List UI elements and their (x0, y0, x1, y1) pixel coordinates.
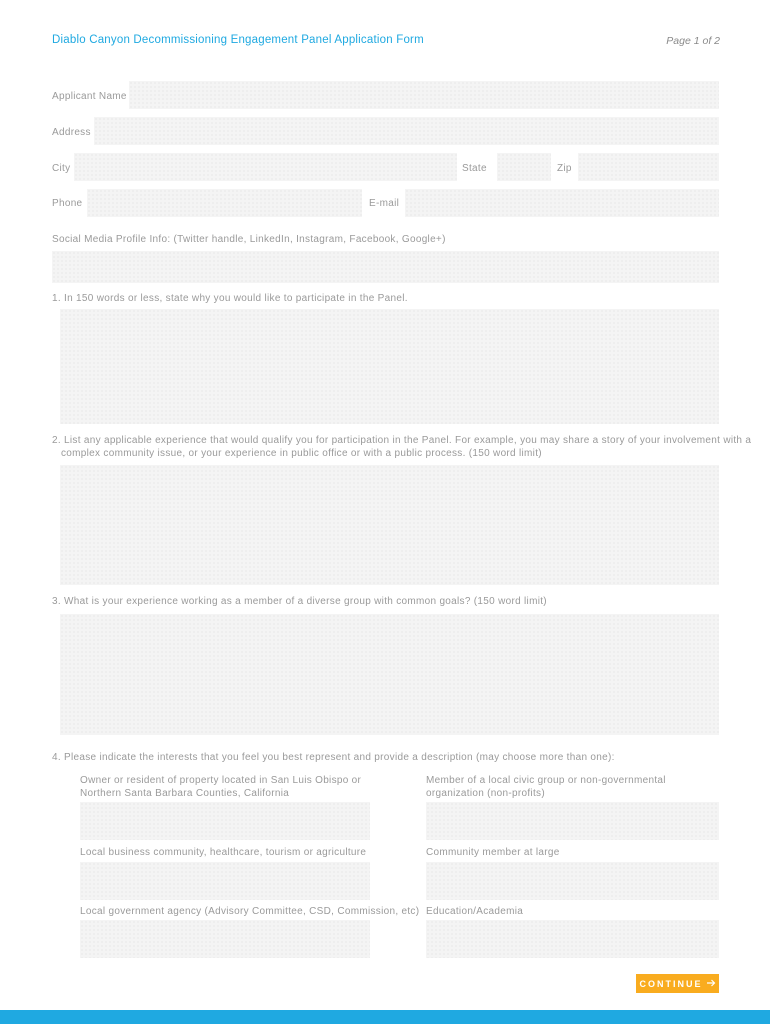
applicant-name-label: Applicant Name (52, 91, 127, 102)
arrow-right-icon (707, 979, 716, 989)
email-label: E-mail (369, 198, 400, 209)
page-number: Page 1 of 2 (666, 35, 720, 47)
applicant-name-input[interactable] (129, 81, 719, 109)
question-3-textarea[interactable] (60, 614, 719, 735)
social-media-input[interactable] (52, 251, 719, 283)
interest-owner-label-line1: Owner or resident of property located in San Luis Obispo or (80, 775, 362, 786)
interest-civic-textarea[interactable] (426, 802, 719, 840)
interest-community-textarea[interactable] (426, 862, 719, 900)
interest-government-label: Local government agency (Advisory Committee, CSD, Commission, etc) (80, 906, 420, 917)
form-title: Diablo Canyon Decommissioning Engagement Panel Application Form (52, 34, 424, 46)
interest-owner-label-line2: Northern Santa Barbara Counties, California (80, 788, 290, 799)
phone-input[interactable] (87, 189, 362, 217)
zip-label: Zip (557, 163, 572, 174)
question-2-textarea[interactable] (60, 465, 719, 585)
phone-label: Phone (52, 198, 83, 209)
city-input[interactable] (74, 153, 457, 181)
interest-government-textarea[interactable] (80, 920, 370, 958)
question-2-label-line2: complex community issue, or your experience in public office or with a public process. (150 word limit) (61, 448, 542, 459)
interest-community-label: Community member at large (426, 847, 560, 858)
question-3-label: 3. What is your experience working as a member of a diverse group with common goals? (150 word limit) (52, 596, 547, 607)
continue-button[interactable] (636, 974, 719, 993)
state-input[interactable] (497, 153, 551, 181)
footer-bar (0, 1010, 770, 1024)
question-1-label: 1. In 150 words or less, state why you would like to participate in the Panel. (52, 293, 408, 304)
question-1-textarea[interactable] (60, 309, 719, 424)
question-4-label: 4. Please indicate the interests that you feel you best represent and provide a description (may choose more than one): (52, 752, 615, 763)
question-2-label-line1: 2. List any applicable experience that would qualify you for participation in the Panel. For example, you may share a story of your involvement with a (52, 435, 752, 446)
interest-education-label: Education/Academia (426, 906, 524, 917)
state-label: State (462, 163, 487, 174)
address-input[interactable] (94, 117, 719, 145)
interest-owner-textarea[interactable] (80, 802, 370, 840)
email-input[interactable] (405, 189, 719, 217)
zip-input[interactable] (578, 153, 719, 181)
interest-education-textarea[interactable] (426, 920, 719, 958)
interest-civic-label-line2: organization (non-profits) (426, 788, 545, 799)
interest-business-textarea[interactable] (80, 862, 370, 900)
city-label: City (52, 163, 71, 174)
interest-business-label: Local business community, healthcare, tourism or agriculture (80, 847, 367, 858)
social-media-label: Social Media Profile Info: (Twitter handle, LinkedIn, Instagram, Facebook, Google+) (52, 234, 446, 245)
interest-civic-label-line1: Member of a local civic group or non-governmental (426, 775, 666, 786)
address-label: Address (52, 127, 91, 138)
continue-button-label: CONTINUE (639, 978, 703, 989)
